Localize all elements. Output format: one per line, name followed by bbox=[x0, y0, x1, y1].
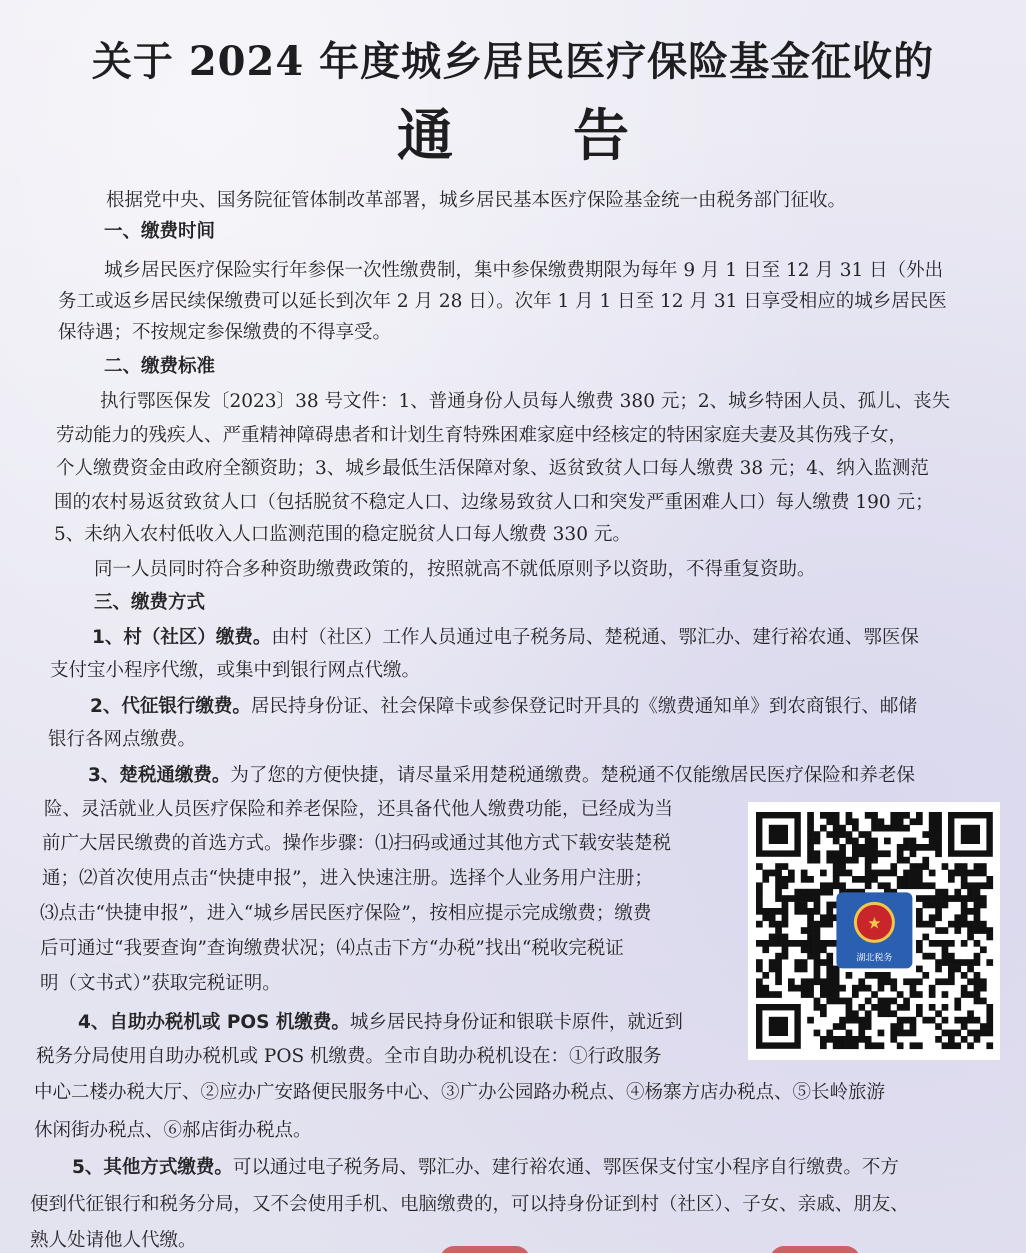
qr-code[interactable] bbox=[748, 802, 1000, 1060]
section-heading-standard: 二、缴费标准 bbox=[104, 356, 216, 377]
method-chushuitong-line: 明（文书式）”获取完税证明。 bbox=[40, 973, 281, 994]
emblem-star-icon: ★ bbox=[867, 913, 882, 933]
method-bank-line: 2、代征银行缴费。居民持身份证、社会保障卡或参保登记时开具的《缴费通知单》到农商银行、邮储 bbox=[90, 696, 917, 717]
method-bank-line: 银行各网点缴费。 bbox=[48, 729, 197, 750]
section2-line: 个人缴费资金由政府全额资助；3、城乡最低生活保障对象、返贫致贫人口每人缴费 38 元；4、纳入监测范 bbox=[56, 458, 929, 479]
notice-title-notice: 通告 bbox=[397, 103, 749, 169]
method-other-line: 便到代征银行和税务分局，又不会使用手机、电脑缴费的，可以持身份证到村（社区）、子女、亲戚、朋友、 bbox=[30, 1194, 909, 1215]
method-selfservice-line: 休闲街办税点、⑥郝店街办税点。 bbox=[34, 1120, 312, 1141]
method-chushuitong-line: 后可通过“我要查询”查询缴费状况；⑷点击下方“办税”找出“税收完税证 bbox=[40, 938, 624, 959]
method-chushuitong-lead: 3、楚税通缴费。 bbox=[88, 765, 231, 786]
method-chushuitong-line: 3、楚税通缴费。为了您的方便快捷，请尽量采用楚税通缴费。楚税通不仅能缴居民医疗保险和养老保 bbox=[88, 765, 915, 786]
qr-code-graphic bbox=[748, 802, 1000, 1060]
method-chushuitong-line: 前广大居民缴费的首选方式。操作步骤：⑴扫码或通过其他方式下载安装楚税 bbox=[42, 833, 672, 854]
section-heading-method: 三、缴费方式 bbox=[94, 592, 206, 613]
method-village-line: 支付宝小程序代缴，或集中到银行网点代缴。 bbox=[50, 660, 421, 681]
method-other-line: 5、其他方式缴费。可以通过电子税务局、鄂汇办、建行裕农通、鄂医保支付宝小程序自行缴费。不方 bbox=[72, 1157, 899, 1178]
method-other-lead: 5、其他方式缴费。 bbox=[72, 1157, 233, 1178]
section2-line: 劳动能力的残疾人、严重精神障碍患者和计划生育特殊困难家庭中经核定的特困家庭夫妻及其伤残子女， bbox=[56, 425, 908, 446]
method-selfservice-line: 中心二楼办税大厅、②应办广安路便民服务中心、③广办公园路办税点、④杨寨方店办税点、⑤长岭旅游 bbox=[34, 1082, 886, 1103]
section1-line: 保待遇；不按规定参保缴费的不得享受。 bbox=[58, 322, 392, 343]
seal-edge-mark bbox=[440, 1246, 530, 1253]
method-chushuitong-line: ⑶点击“快捷申报”，进入“城乡居民医疗保险”，按相应提示完成缴费；缴费 bbox=[40, 903, 652, 924]
method-village-line: 1、村（社区）缴费。由村（社区）工作人员通过电子税务局、楚税通、鄂汇办、建行裕农通、鄂医保 bbox=[92, 627, 919, 648]
method-chushuitong-line: 通；⑵首次使用点击“快捷申报”，进入快速注册。选择个人业务用户注册； bbox=[42, 868, 653, 889]
section2-line: 执行鄂医保发〔2023〕38 号文件：1、普通身份人员每人缴费 380 元；2、城乡特困人员、孤儿、丧失 bbox=[100, 391, 951, 412]
method-other-line: 熟人处请他人代缴。 bbox=[30, 1230, 197, 1251]
method-selfservice-line: 税务分局使用自助办税机或 POS 机缴费。全市自助办税机设在：①行政服务 bbox=[36, 1046, 662, 1067]
notice-title: 关于 2024 年度城乡居民医疗保险基金征收的 bbox=[91, 38, 935, 85]
section2-line: 5、未纳入农村低收入人口监测范围的稳定脱贫人口每人缴费 330 元。 bbox=[54, 524, 631, 545]
intro-text: 根据党中央、国务院征管体制改革部署，城乡居民基本医疗保险基金统一由税务部门征收。 bbox=[106, 190, 847, 211]
method-selfservice-line: 4、自助办税机或 POS 机缴费。城乡居民持身份证和银联卡原件，就近到 bbox=[78, 1012, 683, 1033]
method-chushuitong-line: 险、灵活就业人员医疗保险和养老保险，还具备代他人缴费功能，已经成为当 bbox=[44, 799, 674, 820]
method-selfservice-lead: 4、自助办税机或 POS 机缴费。 bbox=[78, 1012, 350, 1033]
tax-badge-text: 湖北税务 bbox=[856, 953, 893, 964]
section1-line: 城乡居民医疗保险实行年参保一次性缴费制，集中参保缴费期限为每年 9 月 1 日至 12 月 31 日（外出 bbox=[104, 260, 944, 281]
section2-line: 同一人员同时符合多种资助缴费政策的，按照就高不就低原则予以资助，不得重复资助。 bbox=[94, 559, 816, 580]
seal-edge-mark bbox=[770, 1246, 860, 1253]
section-heading-time: 一、缴费时间 bbox=[104, 221, 216, 242]
section2-line: 围的农村易返贫致贫人口（包括脱贫不稳定人口、边缘易致贫人口和突发严重困难人口）每人缴费 190 元； bbox=[54, 492, 934, 513]
section1-line: 务工或返乡居民续保缴费可以延长到次年 2 月 28 日）。次年 1 月 1 日至 12 月 31 日享受相应的城乡居民医 bbox=[58, 291, 947, 312]
method-bank-lead: 2、代征银行缴费。 bbox=[90, 696, 251, 717]
method-village-lead: 1、村（社区）缴费。 bbox=[92, 627, 272, 648]
